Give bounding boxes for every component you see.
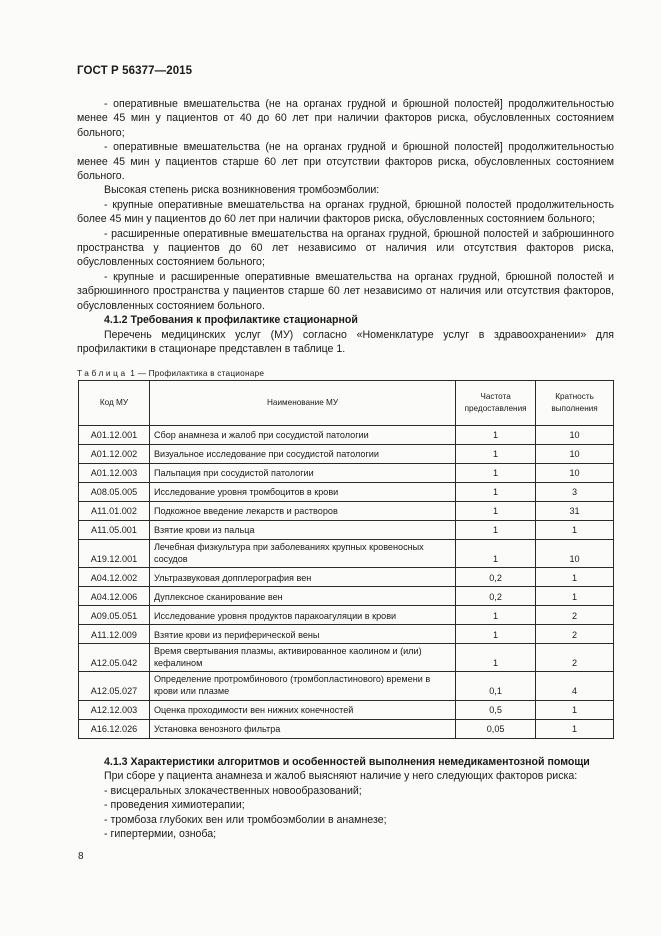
cell-multiplicity: 10: [536, 426, 614, 445]
paragraph: - тромбоза глубоких вен или тромбоэмболии в анамнезе;: [104, 813, 387, 826]
section-heading: 4.1.2 Требования к профилактике стационарной: [104, 314, 358, 327]
cell-multiplicity: 2: [536, 644, 614, 672]
table-row: [79, 445, 614, 464]
top-text-block: [77, 97, 614, 356]
table-row: [79, 426, 614, 445]
table-row: [79, 719, 614, 738]
cell-service-name: Оценка проходимости вен нижних конечностей: [149, 700, 455, 719]
table-row: [79, 587, 614, 606]
table-row: [79, 644, 614, 672]
cell-multiplicity: 1: [536, 521, 614, 540]
cell-service-name: Взятие крови из периферической вены: [149, 625, 455, 644]
cell-code: А11.05.001: [79, 521, 150, 540]
paragraph: - проведения химиотерапии;: [104, 799, 245, 812]
paragraph: Перечень медицинских услуг (МУ) согласно «Номенклатуре услуг в здравоохранении» для профилактики в стационаре представлен в таблице 1.: [77, 328, 614, 355]
cell-service-name: Определение протромбинового (тромбопластинового) времени в крови или плазме: [149, 672, 455, 700]
cell-multiplicity: 1: [536, 700, 614, 719]
cell-multiplicity: 31: [536, 502, 614, 521]
table-row: [79, 625, 614, 644]
cell-multiplicity: 1: [536, 587, 614, 606]
cell-code: А04.12.002: [79, 568, 150, 587]
cell-frequency: 1: [456, 625, 536, 644]
cell-frequency: 1: [456, 483, 536, 502]
table-row: [79, 483, 614, 502]
cell-service-name: Взятие крови из пальца: [149, 521, 455, 540]
table-caption-title: 1 — Профилактика в стационаре: [130, 368, 265, 378]
cell-service-name: Исследование уровня тромбоцитов в крови: [149, 483, 455, 502]
cell-service-name: Сбор анамнеза и жалоб при сосудистой патологии: [149, 426, 455, 445]
cell-frequency: 1: [456, 502, 536, 521]
section-heading: 4.1.3 Характеристики алгоритмов и особенностей выполнения немедикаментозной помощи: [104, 756, 590, 768]
paragraph: - расширенные оперативные вмешательства на органах грудной, брюшной полостей и забрюшинного пространства у пациентов до 60 лет независимо от наличия или отсутствия факторов риска, обусловленных состоянием больного;: [77, 227, 614, 269]
cell-frequency: 1: [456, 464, 536, 483]
bottom-text-block: [77, 755, 614, 841]
document-header: ГОСТ Р 56377—2015: [77, 65, 193, 77]
cell-multiplicity: 2: [536, 625, 614, 644]
cell-code: А12.12.003: [79, 700, 150, 719]
table-row: [79, 568, 614, 587]
cell-frequency: 1: [456, 445, 536, 464]
table-row: [79, 464, 614, 483]
paragraph: - висцеральных злокачественных новообразований;: [104, 784, 362, 797]
cell-code: А12.05.042: [79, 644, 150, 672]
cell-code: А08.05.005: [79, 483, 150, 502]
cell-multiplicity: 10: [536, 540, 614, 568]
table-row: [79, 502, 614, 521]
cell-frequency: 1: [456, 644, 536, 672]
table-row: [79, 606, 614, 625]
cell-code: А11.12.009: [79, 625, 150, 644]
cell-code: А01.12.001: [79, 426, 150, 445]
cell-code: А16.12.026: [79, 719, 150, 738]
header-multiplicity: Кратность выполнения: [536, 381, 614, 426]
paragraph: При сборе у пациента анамнеза и жалоб выясняют наличие у него следующих факторов риска:: [104, 770, 578, 783]
cell-multiplicity: 2: [536, 606, 614, 625]
cell-service-name: Исследование уровня продуктов паракоагуляции в крови: [149, 606, 455, 625]
table-row: [79, 700, 614, 719]
table-caption-word: Таблица: [77, 368, 128, 378]
paragraph: - крупные оперативные вмешательства на органах грудной, брюшной полостей продолжительность более 45 мин у пациентов до 60 лет при наличии факторов риска, обусловленных состоянием больного;: [77, 198, 614, 226]
cell-service-name: Дуплексное сканирование вен: [149, 587, 455, 606]
cell-frequency: 0,2: [456, 568, 536, 587]
cell-code: А01.12.003: [79, 464, 150, 483]
cell-service-name: Пальпация при сосудистой патологии: [149, 464, 455, 483]
cell-service-name: Ультразвуковая допплерография вен: [149, 568, 455, 587]
table-header-row: [79, 381, 614, 426]
cell-frequency: 1: [456, 540, 536, 568]
cell-multiplicity: 4: [536, 672, 614, 700]
cell-frequency: 0,5: [456, 700, 536, 719]
cell-multiplicity: 3: [536, 483, 614, 502]
table-row: [79, 672, 614, 700]
cell-code: А04.12.006: [79, 587, 150, 606]
paragraph: - гипертермии, озноба;: [104, 828, 217, 841]
table-body: [79, 426, 614, 739]
table-row: [79, 540, 614, 568]
table-row: [79, 521, 614, 540]
cell-code: А12.05.027: [79, 672, 150, 700]
cell-code: А11.01.002: [79, 502, 150, 521]
cell-multiplicity: 10: [536, 464, 614, 483]
header-code: Код МУ: [79, 381, 150, 426]
paragraph: - крупные и расширенные оперативные вмешательства на органах грудной, брюшной полостей и забрюшинного пространства у пациентов старше 60 лет независимо от наличия или отсутствия факторов, обусловленных состоянием больного.: [77, 270, 614, 312]
cell-service-name: Лечебная физкультура при заболеваниях крупных кровеносных сосудов: [149, 540, 455, 568]
cell-multiplicity: 1: [536, 568, 614, 587]
prophylaxis-table: [78, 380, 614, 739]
cell-multiplicity: 10: [536, 445, 614, 464]
paragraph: - оперативные вмешательства (не на органах грудной и брюшной полостей] продолжительностью менее 45 мин у пациентов от 40 до 60 лет при наличии факторов риска, обусловленных состоянием больного;: [77, 98, 614, 139]
paragraph: - оперативные вмешательства (не на органах грудной и брюшной полостей] продолжительностью менее 45 мин у пациентов старше 60 лет при отсутствии факторов риска, обусловленных состоянием больного.: [77, 141, 614, 183]
header-frequency: Частота предоставления: [456, 381, 536, 426]
cell-frequency: 1: [456, 426, 536, 445]
cell-frequency: 0,1: [456, 672, 536, 700]
cell-code: А09.05.051: [79, 606, 150, 625]
paragraph: Высокая степень риска возникновения тромбоэмболии:: [104, 184, 380, 197]
cell-code: А19.12.001: [79, 540, 150, 568]
cell-service-name: Время свертывания плазмы, активированное каолином и (или) кефалином: [149, 644, 455, 672]
cell-frequency: 1: [456, 606, 536, 625]
cell-service-name: Установка венозного фильтра: [149, 719, 455, 738]
table-caption: [77, 368, 264, 378]
cell-frequency: 0,2: [456, 587, 536, 606]
cell-code: А01.12.002: [79, 445, 150, 464]
cell-service-name: Визуальное исследование при сосудистой патологии: [149, 445, 455, 464]
cell-frequency: 1: [456, 521, 536, 540]
page-number: 8: [78, 851, 84, 862]
cell-service-name: Подкожное введение лекарств и растворов: [149, 502, 455, 521]
cell-multiplicity: 1: [536, 719, 614, 738]
header-name: Наименование МУ: [149, 381, 455, 426]
cell-frequency: 0,05: [456, 719, 536, 738]
